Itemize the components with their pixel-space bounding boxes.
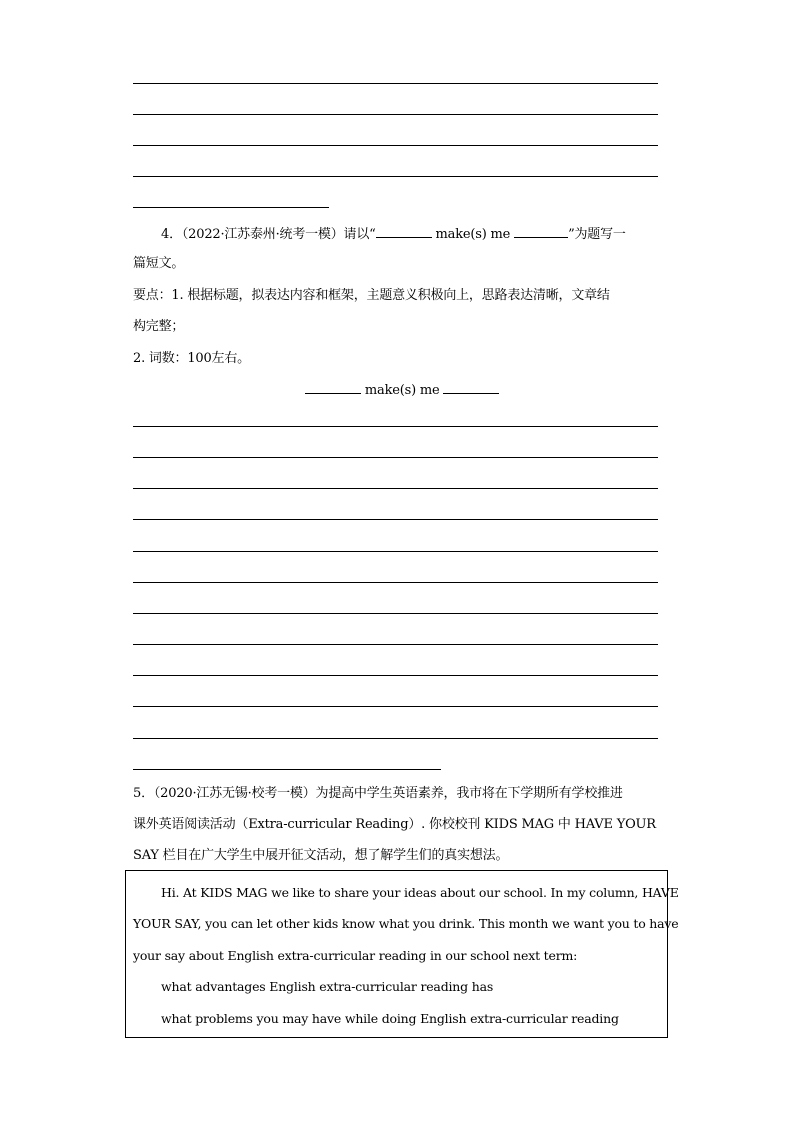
fill-blank [305, 381, 361, 394]
answer-line [133, 551, 658, 552]
answer-line [133, 738, 658, 739]
q5-prompt-line3: SAY 栏目在广大学生中展开征文活动，想了解学生们的真实想法。 [133, 848, 509, 863]
answer-line [133, 519, 658, 520]
answer-line [133, 706, 658, 707]
answer-line-short [133, 769, 441, 770]
answer-line [133, 488, 658, 489]
q4-prompt-line1: 4．（2022·江苏泰州·统考一模）请以“ make(s) me ”为题写一 [161, 227, 626, 242]
fill-blank [514, 225, 568, 238]
box-paragraph-line3: your say about English extra-curricular reading in our school next term: [133, 948, 578, 963]
answer-line [133, 582, 658, 583]
answer-line [133, 457, 658, 458]
answer-line [133, 145, 658, 146]
answer-line-short [133, 207, 329, 208]
answer-line [133, 114, 658, 115]
answer-line [133, 176, 658, 177]
q5-prompt-line2: 课外英语阅读活动（Extra-curricular Reading）. 你校校刊 KIDS MAG 中 HAVE YOUR [133, 817, 656, 832]
answer-line [133, 675, 658, 676]
q4-requirement-1: 要点：1. 根据标题，拟表达内容和框架，主题意义积极向上，思路表达清晰，文章结 [133, 288, 610, 303]
box-list-item-2: what problems you may have while doing English extra-curricular reading [161, 1011, 619, 1026]
answer-line [133, 426, 658, 427]
q4-prompt-line2: 篇短文。 [133, 256, 185, 271]
q5-prompt-line1: 5．（2020·江苏无锡·校考一模）为提高中学生英语素养，我市将在下学期所有学校推进 [133, 786, 623, 801]
answer-line [133, 83, 658, 84]
answer-line [133, 644, 658, 645]
q4-requirement-2: 2. 词数：100左右。 [133, 351, 250, 366]
box-paragraph-line1: Hi. At KIDS MAG we like to share your ideas about our school. In my column, HAVE [161, 885, 679, 900]
fill-blank [443, 381, 499, 394]
q4-requirement-1-cont: 构完整； [133, 319, 185, 334]
fill-blank [376, 225, 432, 238]
q4-essay-title: make(s) me [305, 381, 499, 399]
box-paragraph-line2: YOUR SAY, you can let other kids know what you drink. This month we want you to have [133, 916, 679, 931]
box-list-item-1: what advantages English extra-curricular reading has [161, 979, 494, 994]
q5-column-box [125, 870, 679, 1038]
answer-line [133, 613, 658, 614]
